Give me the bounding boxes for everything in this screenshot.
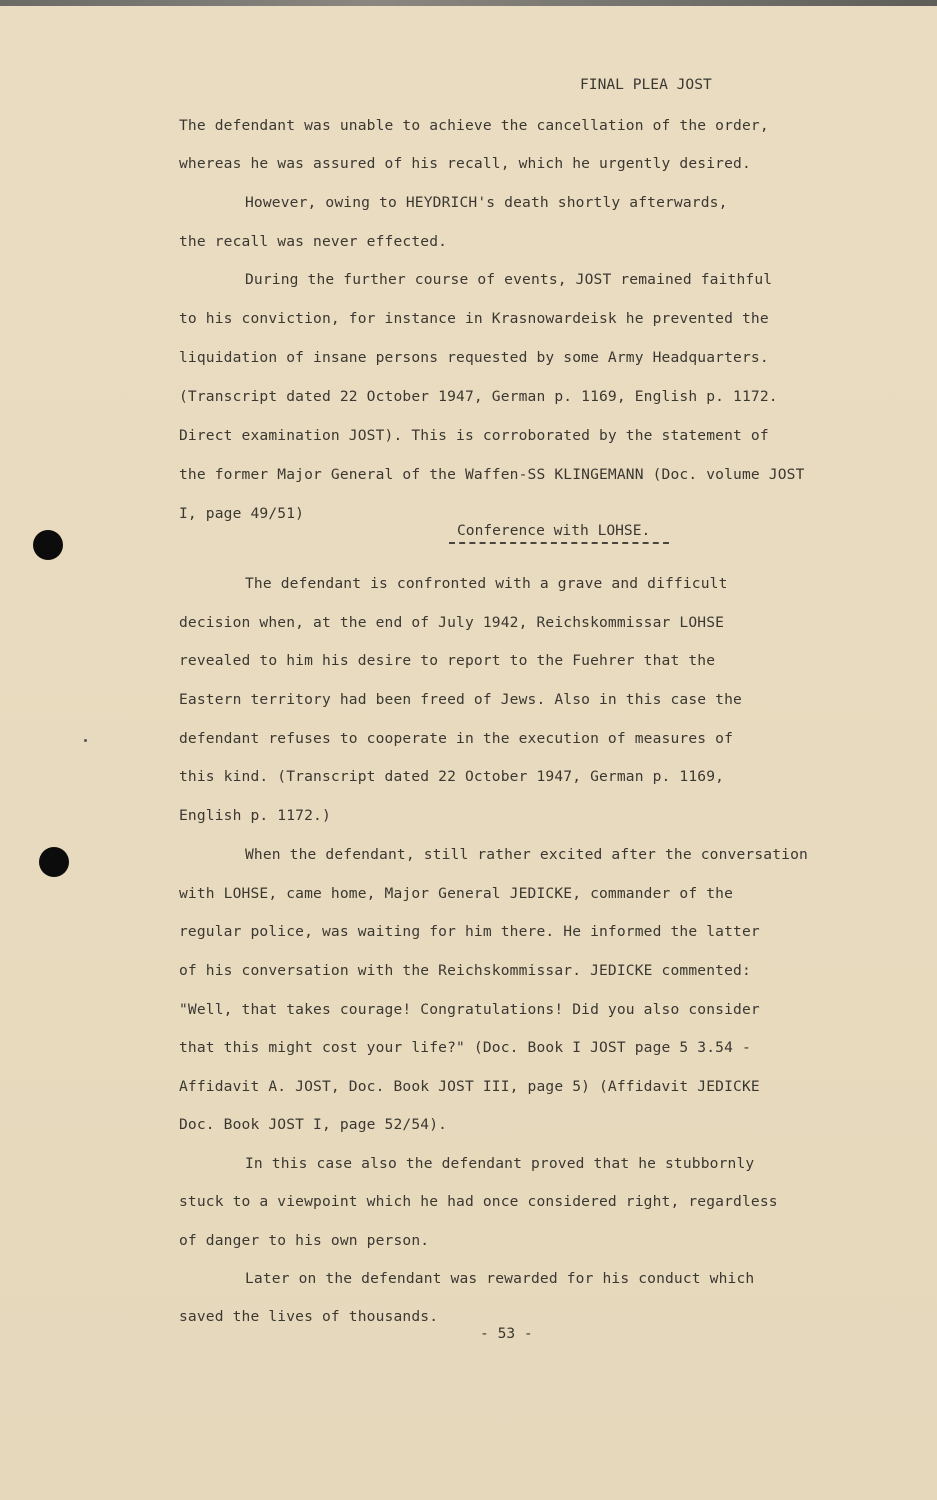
text-line: the recall was never effected. [179, 233, 448, 250]
text-line: Eastern territory had been freed of Jews. Also in this case the [179, 691, 742, 708]
text-line: The defendant is confronted with a grave and difficult [245, 575, 728, 592]
text-line: I, page 49/51) [179, 505, 305, 522]
text-line: of his conversation with the Reichskommissar. JEDICKE commented: [179, 962, 751, 979]
paper-speck [84, 739, 87, 742]
page-number: - 53 - [480, 1325, 533, 1342]
text-line: the former Major General of the Waffen-SS KLINGEMANN (Doc. volume JOST [179, 466, 805, 483]
text-line: During the further course of events, JOST remained faithful [245, 271, 773, 288]
text-line: that this might cost your life?" (Doc. Book I JOST page 5 3.54 - [179, 1039, 751, 1056]
text-line: Later on the defendant was rewarded for his conduct which [245, 1270, 755, 1287]
text-line: with LOHSE, came home, Major General JEDICKE, commander of the [179, 885, 734, 902]
page-top-edge [0, 0, 937, 6]
text-line: The defendant was unable to achieve the cancellation of the order, [179, 117, 769, 134]
text-line: Doc. Book JOST I, page 52/54). [179, 1116, 448, 1133]
text-line: liquidation of insane persons requested by some Army Headquarters. [179, 349, 769, 366]
text-line: whereas he was assured of his recall, which he urgently desired. [179, 155, 751, 172]
text-line: Direct examination JOST). This is corroborated by the statement of [179, 427, 769, 444]
text-line: defendant refuses to cooperate in the execution of measures of [179, 730, 734, 747]
page-header: FINAL PLEA JOST [580, 76, 712, 93]
text-line: "Well, that takes courage! Congratulations! Did you also consider [179, 1001, 760, 1018]
text-line: to his conviction, for instance in Krasnowardeisk he prevented the [179, 310, 769, 327]
binder-hole [39, 847, 69, 877]
text-line: decision when, at the end of July 1942, Reichskommissar LOHSE [179, 614, 725, 631]
heading-underline [449, 542, 669, 544]
text-line: Affidavit A. JOST, Doc. Book JOST III, page 5) (Affidavit JEDICKE [179, 1078, 760, 1095]
text-line: of danger to his own person. [179, 1232, 430, 1249]
text-line: In this case also the defendant proved that he stubbornly [245, 1155, 755, 1172]
text-line: saved the lives of thousands. [179, 1308, 439, 1325]
binder-hole [33, 530, 63, 560]
text-line: When the defendant, still rather excited after the conversation [245, 846, 808, 863]
section-heading: Conference with LOHSE. [457, 522, 651, 539]
text-line: English p. 1172.) [179, 807, 331, 824]
text-line: revealed to him his desire to report to the Fuehrer that the [179, 652, 716, 669]
text-line: this kind. (Transcript dated 22 October 1947, German p. 1169, [179, 768, 725, 785]
text-line: regular police, was waiting for him there. He informed the latter [179, 923, 760, 940]
text-line: stuck to a viewpoint which he had once considered right, regardless [179, 1193, 778, 1210]
text-line: However, owing to HEYDRICH's death shortly afterwards, [245, 194, 728, 211]
text-line: (Transcript dated 22 October 1947, German p. 1169, English p. 1172. [179, 388, 778, 405]
